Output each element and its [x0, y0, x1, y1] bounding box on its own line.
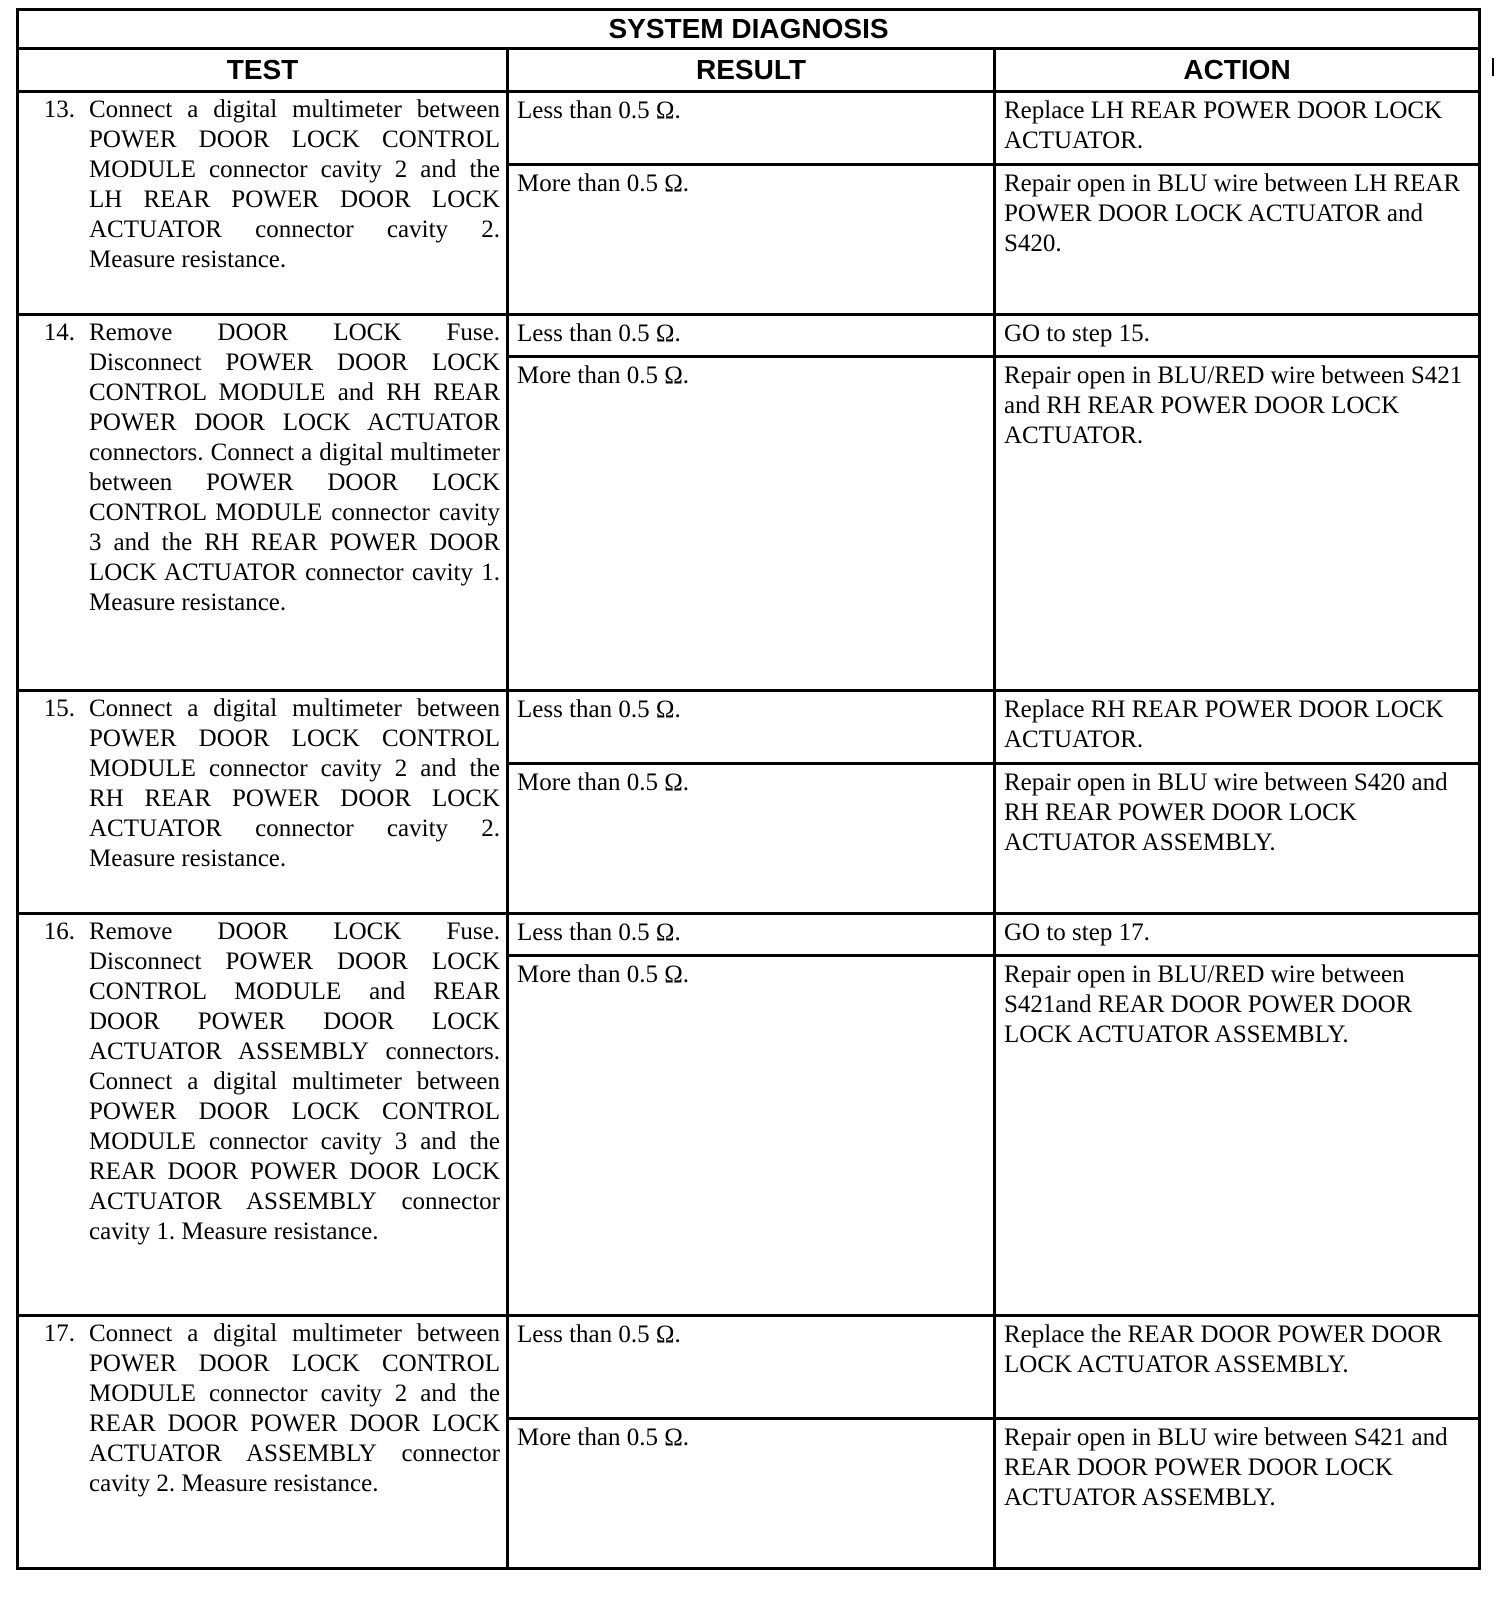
step-row-17-a — [18, 1316, 1480, 1419]
result-cell: Less than 0.5 Ω. — [508, 1316, 995, 1419]
test-cell-16 — [18, 914, 508, 1316]
result-cell: Less than 0.5 Ω. — [508, 315, 995, 357]
step-number: 15. — [43, 695, 75, 722]
result-cell: More than 0.5 Ω. — [508, 1419, 995, 1569]
test-procedure: Connect a digital multimeter between POWER DOOR LOCK CONTROL MODULE connector cavity 2 and the REAR DOOR POWER DOOR LOCK ACTUATOR ASSEMBLY connector cavity 2. Measure resistance. — [89, 1320, 500, 1497]
action-cell: Repair open in BLU wire between S421 and REAR DOOR POWER DOOR LOCK ACTUATOR ASSEMBLY. — [995, 1419, 1480, 1569]
system-diagnosis-table — [16, 8, 1481, 1570]
test-procedure: Connect a digital multimeter between POWER DOOR LOCK CONTROL MODULE connector cavity 2 and the LH REAR POWER DOOR LOCK ACTUATOR connector cavity 2. Measure resistance. — [89, 96, 500, 273]
step-number: 13. — [43, 96, 75, 123]
action-cell: Repair open in BLU wire between S420 and RH REAR POWER DOOR LOCK ACTUATOR ASSEMBLY. — [995, 764, 1480, 914]
test-cell-14 — [18, 315, 508, 691]
test-cell-13 — [18, 92, 508, 315]
result-cell: Less than 0.5 Ω. — [508, 914, 995, 956]
column-header-result: RESULT — [508, 49, 995, 92]
action-cell: Replace RH REAR POWER DOOR LOCK ACTUATOR. — [995, 691, 1480, 764]
step-number: 16. — [43, 918, 75, 945]
action-cell: Replace LH REAR POWER DOOR LOCK ACTUATOR. — [995, 92, 1480, 165]
step-row-14-a — [18, 315, 1480, 357]
result-cell: More than 0.5 Ω. — [508, 357, 995, 691]
step-number: 14. — [43, 319, 75, 346]
result-cell: Less than 0.5 Ω. — [508, 92, 995, 165]
result-cell: More than 0.5 Ω. — [508, 764, 995, 914]
test-cell-17 — [18, 1316, 508, 1569]
step-row-15-a — [18, 691, 1480, 764]
column-header-test: TEST — [18, 49, 508, 92]
step-row-16-a — [18, 914, 1480, 956]
test-procedure: Connect a digital multimeter between POWER DOOR LOCK CONTROL MODULE connector cavity 2 and the RH REAR POWER DOOR LOCK ACTUATOR connector cavity 2. Measure resistance. — [89, 695, 500, 872]
action-cell: Repair open in BLU wire between LH REAR POWER DOOR LOCK ACTUATOR and S420. — [995, 165, 1480, 315]
column-header-action: ACTION — [995, 49, 1480, 92]
step-number: 17. — [43, 1320, 75, 1347]
result-cell: More than 0.5 Ω. — [508, 165, 995, 315]
step-row-13-a — [18, 92, 1480, 165]
table-title: SYSTEM DIAGNOSIS — [18, 10, 1480, 49]
action-cell: GO to step 17. — [995, 914, 1480, 956]
action-cell: GO to step 15. — [995, 315, 1480, 357]
margin-change-bar — [1492, 58, 1494, 76]
result-cell: Less than 0.5 Ω. — [508, 691, 995, 764]
action-cell: Repair open in BLU/RED wire between S421 and RH REAR POWER DOOR LOCK ACTUATOR. — [995, 357, 1480, 691]
test-procedure: Remove DOOR LOCK Fuse. Disconnect POWER DOOR LOCK CONTROL MODULE and RH REAR POWER DOOR LOCK ACTUATOR connectors. Connect a digital multimeter between POWER DOOR LOCK CONTROL MODULE connector cavity 3 and the RH REAR POWER DOOR LOCK ACTUATOR connector cavity 1. Measure resistance. — [89, 319, 500, 616]
result-cell: More than 0.5 Ω. — [508, 956, 995, 1316]
action-cell: Replace the REAR DOOR POWER DOOR LOCK ACTUATOR ASSEMBLY. — [995, 1316, 1480, 1419]
action-cell: Repair open in BLU/RED wire between S421and REAR DOOR POWER DOOR LOCK ACTUATOR ASSEMBLY. — [995, 956, 1480, 1316]
test-procedure: Remove DOOR LOCK Fuse. Disconnect POWER DOOR LOCK CONTROL MODULE and REAR DOOR POWER DOOR LOCK ACTUATOR ASSEMBLY connectors. Connect a digital multimeter between POWER DOOR LOCK CONTROL MODULE connector cavity 3 and the REAR DOOR POWER DOOR LOCK ACTUATOR ASSEMBLY connector cavity 1. Measure resistance. — [89, 918, 500, 1245]
test-cell-15 — [18, 691, 508, 914]
